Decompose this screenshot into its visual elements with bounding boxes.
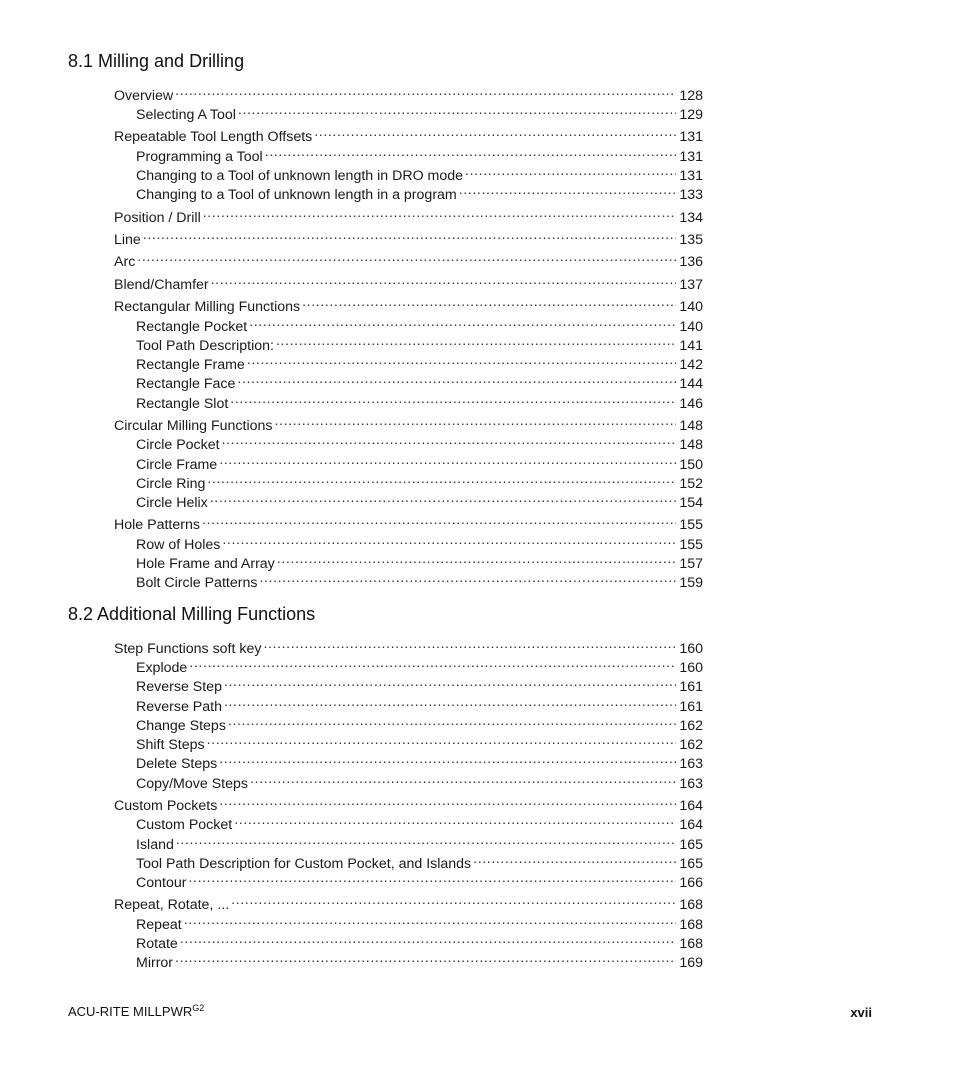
toc-subentry: [136, 930, 703, 952]
dot-leader: [175, 82, 676, 100]
toc-entry-label: Programming a Tool: [136, 149, 263, 165]
toc-subentry: [136, 370, 703, 392]
toc-entry-page: 166: [679, 875, 703, 891]
toc-entry-page: 160: [679, 660, 703, 676]
dot-leader: [274, 412, 676, 430]
toc-entry-page: 157: [679, 556, 703, 572]
toc-entry-page: 131: [679, 168, 703, 184]
toc-subentry: [136, 750, 703, 772]
toc-entry-page: 140: [679, 299, 703, 315]
toc-entry-label: Rectangle Pocket: [136, 319, 248, 335]
toc-entry-page: 159: [679, 575, 703, 591]
toc-entry: [114, 293, 703, 315]
dot-leader: [184, 911, 677, 929]
dot-leader: [219, 750, 676, 768]
toc-entry-label: Change Steps: [136, 718, 226, 734]
toc-entry: [114, 635, 703, 657]
toc-subentry: [136, 949, 703, 971]
toc-entry-label: Row of Holes: [136, 537, 221, 553]
toc-entry-label: Bolt Circle Patterns: [136, 575, 258, 591]
toc-entry-label: Copy/Move Steps: [136, 776, 248, 792]
toc-subentry: [136, 911, 703, 933]
toc-entry-page: 154: [679, 495, 703, 511]
toc-entry-page: 140: [679, 319, 703, 335]
dot-leader: [228, 712, 676, 730]
toc-entry-page: 161: [679, 679, 703, 695]
footer-product-name: [68, 1003, 204, 1019]
toc-entry-page: 164: [679, 817, 703, 833]
toc-entry-label: Repeatable Tool Length Offsets: [114, 129, 313, 145]
toc-entry-label: Changing to a Tool of unknown length in a program: [136, 187, 457, 203]
dot-leader: [230, 390, 676, 408]
dot-leader: [250, 770, 676, 788]
dot-leader: [175, 949, 676, 967]
toc-entry-page: 152: [679, 476, 703, 492]
toc-entry-page: 162: [679, 718, 703, 734]
toc-subentry: [136, 831, 703, 853]
toc-entry-label: Mirror: [136, 955, 174, 971]
toc-entry-page: 137: [679, 277, 703, 293]
toc-entry: [114, 792, 703, 814]
toc-entry-page: 165: [679, 837, 703, 853]
toc-subentry: [136, 162, 703, 184]
toc-entry-label: Changing to a Tool of unknown length in DRO mode: [136, 168, 464, 184]
toc-entry-label: Rotate: [136, 936, 178, 952]
dot-leader: [207, 470, 676, 488]
dot-leader: [180, 930, 677, 948]
toc-entry-label: Tool Path Description:: [136, 338, 275, 354]
dot-leader: [211, 271, 677, 289]
toc-subentry: [136, 550, 703, 572]
toc-subentry: [136, 390, 703, 412]
toc-entry-label: Hole Frame and Array: [136, 556, 275, 572]
toc-subentry: [136, 731, 703, 753]
toc-entry-page: 168: [679, 897, 703, 913]
toc-entry-label: Shift Steps: [136, 737, 205, 753]
toc-entry-page: 163: [679, 776, 703, 792]
dot-leader: [222, 531, 676, 549]
dot-leader: [465, 162, 676, 180]
toc-entry-page: 148: [679, 437, 703, 453]
toc-subentry: [136, 654, 703, 676]
toc-subentry: [136, 351, 703, 373]
toc-entry-label: Repeat: [136, 917, 182, 933]
toc-entry: [114, 248, 703, 270]
dot-leader: [314, 123, 676, 141]
toc-subentry: [136, 693, 703, 715]
toc-subentry: [136, 712, 703, 734]
toc-entry-label: Contour: [136, 875, 187, 891]
toc-entry-label: Repeat, Rotate, ...: [114, 897, 230, 913]
toc-entry-page: 133: [679, 187, 703, 203]
toc-entry-label: Tool Path Description for Custom Pocket, and Islands: [136, 856, 472, 872]
toc-subentry: [136, 770, 703, 792]
toc-entry-page: 135: [679, 232, 703, 248]
toc-subentry: [136, 850, 703, 872]
toc-entry-page: 131: [679, 149, 703, 165]
toc-entry-page: 136: [679, 254, 703, 270]
dot-leader: [231, 891, 676, 909]
dot-leader: [459, 181, 677, 199]
toc-subentry: [136, 569, 703, 591]
toc-subentry: [136, 869, 703, 891]
dot-leader: [188, 869, 676, 887]
toc-entry-label: Selecting A Tool: [136, 107, 236, 123]
toc-entry-label: Arc: [114, 254, 136, 270]
dot-leader: [189, 654, 676, 672]
toc-entry-page: 148: [679, 418, 703, 434]
toc-subentry: [136, 470, 703, 492]
dot-leader: [234, 811, 676, 829]
toc-entry-label: Rectangular Milling Functions: [114, 299, 301, 315]
toc-entry-label: Reverse Step: [136, 679, 222, 695]
product-superscript: G2: [192, 1003, 205, 1013]
dot-leader: [219, 792, 676, 810]
toc-entry-label: Island: [136, 837, 174, 853]
dot-leader: [247, 351, 677, 369]
footer-page-number: xvii: [850, 1005, 872, 1020]
toc-entry-page: 131: [679, 129, 703, 145]
dot-leader: [203, 204, 677, 222]
toc-entry-page: 141: [679, 338, 703, 354]
dot-leader: [259, 569, 676, 587]
toc-entry-label: Custom Pockets: [114, 798, 218, 814]
dot-leader: [302, 293, 676, 311]
section-title-additional-milling: 8.2 Additional Milling Functions: [68, 604, 316, 624]
dot-leader: [238, 101, 676, 119]
toc-subentry: [136, 431, 703, 453]
toc-subentry: [136, 489, 703, 511]
dot-leader: [176, 831, 676, 849]
dot-leader: [237, 370, 676, 388]
toc-entry: [114, 271, 703, 293]
dot-leader: [222, 431, 677, 449]
dot-leader: [263, 635, 676, 653]
toc-entry-label: Step Functions soft key: [114, 641, 262, 657]
toc-subentry: [136, 181, 703, 203]
toc-entry-label: Custom Pocket: [136, 817, 233, 833]
toc-entry-label: Circle Helix: [136, 495, 208, 511]
toc-subentry: [136, 313, 703, 335]
toc-entry-page: 150: [679, 457, 703, 473]
toc-entry-label: Overview: [114, 88, 174, 104]
toc-entry-page: 155: [679, 517, 703, 533]
toc-entry-page: 155: [679, 537, 703, 553]
dot-leader: [143, 226, 677, 244]
toc-subentry: [136, 673, 703, 695]
dot-leader: [210, 489, 677, 507]
dot-leader: [277, 550, 677, 568]
toc-entry-label: Rectangle Face: [136, 376, 236, 392]
dot-leader: [249, 313, 676, 331]
toc-subentry: [136, 531, 703, 553]
dot-leader: [219, 451, 676, 469]
toc-entry-page: 168: [679, 917, 703, 933]
dot-leader: [473, 850, 676, 868]
toc-entry-page: 169: [679, 955, 703, 971]
toc-entry-page: 160: [679, 641, 703, 657]
toc-entry: [114, 123, 703, 145]
toc-entry: [114, 511, 703, 533]
toc-entry: [114, 82, 703, 104]
toc-entry-label: Line: [114, 232, 141, 248]
toc-entry-label: Position / Drill: [114, 210, 201, 226]
toc-entry: [114, 226, 703, 248]
toc-entry-page: 144: [679, 376, 703, 392]
toc-entry-page: 164: [679, 798, 703, 814]
toc-entry-label: Blend/Chamfer: [114, 277, 209, 293]
dot-leader: [202, 511, 676, 529]
toc-entry-label: Hole Patterns: [114, 517, 200, 533]
dot-leader: [265, 143, 677, 161]
toc-entry-page: 168: [679, 936, 703, 952]
toc-entry-page: 134: [679, 210, 703, 226]
toc-entry-page: 161: [679, 699, 703, 715]
toc-entry-label: Circle Pocket: [136, 437, 220, 453]
toc-entry-label: Reverse Path: [136, 699, 222, 715]
toc-entry-label: Circle Frame: [136, 457, 218, 473]
toc-subentry: [136, 143, 703, 165]
toc-subentry: [136, 101, 703, 123]
section-title-milling-drilling: 8.1 Milling and Drilling: [68, 51, 245, 71]
toc-subentry: [136, 332, 703, 354]
dot-leader: [224, 673, 676, 691]
toc-entry-label: Rectangle Frame: [136, 357, 245, 373]
toc-entry-page: 142: [679, 357, 703, 373]
product-name: ACU-RITE MILLPWR: [68, 1004, 193, 1019]
toc-entry-label: Explode: [136, 660, 188, 676]
toc-entry: [114, 412, 703, 434]
toc-entry-page: 163: [679, 756, 703, 772]
dot-leader: [224, 693, 676, 711]
toc-entry-page: 162: [679, 737, 703, 753]
dot-leader: [137, 248, 676, 266]
toc-entry-page: 146: [679, 396, 703, 412]
toc-entry-label: Rectangle Slot: [136, 396, 229, 412]
toc-entry: [114, 204, 703, 226]
dot-leader: [276, 332, 676, 350]
toc-entry: [114, 891, 703, 913]
dot-leader: [207, 731, 677, 749]
toc-entry-page: 128: [679, 88, 703, 104]
toc-entry-label: Circular Milling Functions: [114, 418, 273, 434]
toc-entry-page: 129: [679, 107, 703, 123]
toc-subentry: [136, 811, 703, 833]
toc-entry-label: Circle Ring: [136, 476, 206, 492]
toc-entry-page: 165: [679, 856, 703, 872]
toc-subentry: [136, 451, 703, 473]
toc-entry-label: Delete Steps: [136, 756, 218, 772]
